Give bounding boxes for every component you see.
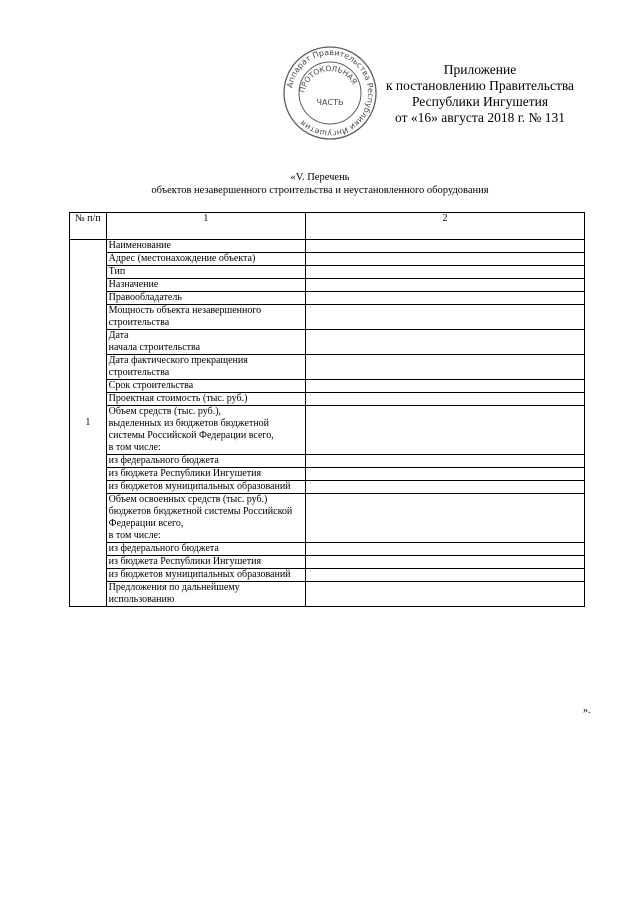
row-value-cell [305, 468, 584, 481]
row-label: из бюджетов муниципальных образований [106, 569, 305, 582]
row-label: из бюджета Республики Ингушетия [106, 556, 305, 569]
row-label: Объем освоенных средств (тыс. руб.) бюджетов бюджетной системы Российской Федерации всего, в том числе: [106, 494, 305, 543]
table-row [70, 279, 585, 292]
row-value-cell [305, 355, 584, 380]
row-value-cell [305, 292, 584, 305]
row-value-cell [305, 543, 584, 556]
row-value-cell [305, 494, 584, 543]
row-value-cell [305, 582, 584, 607]
table-row [70, 393, 585, 406]
row-label: Объем средств (тыс. руб.), выделенных из бюджетов бюджетной системы Российской Федерации всего, в том числе: [106, 406, 305, 455]
row-value-cell [305, 455, 584, 468]
stamp-inner-text: ПРОТОКОЛЬНАЯ [297, 63, 359, 94]
table-row [70, 481, 585, 494]
table-row [70, 543, 585, 556]
table-row [70, 569, 585, 582]
row-value-cell [305, 253, 584, 266]
stamp-outer-text: Аппарат Правительства Республики Ингушетия [285, 47, 376, 139]
row-label: Назначение [106, 279, 305, 292]
row-value-cell [305, 330, 584, 355]
row-value-cell [305, 305, 584, 330]
header-col-1: 1 [106, 213, 305, 240]
official-stamp [282, 45, 378, 141]
appendix-line-2: к постановлению Правительства [385, 78, 575, 93]
row-label: Тип [106, 266, 305, 279]
row-label: из бюджета Республики Ингушетия [106, 468, 305, 481]
table-row [70, 556, 585, 569]
table-row [70, 468, 585, 481]
row-label: Правообладатель [106, 292, 305, 305]
row-value-cell [305, 481, 584, 494]
row-value-cell [305, 380, 584, 393]
row-value-cell [305, 240, 584, 253]
header-number: № п/п [70, 213, 107, 240]
table-row [70, 305, 585, 330]
table-row [70, 406, 585, 455]
header-col-2: 2 [305, 213, 584, 240]
table-row [70, 380, 585, 393]
table-row [70, 240, 585, 253]
appendix-header [380, 62, 580, 126]
title-line-1: «V. Перечень [290, 172, 350, 183]
row-value-cell [305, 279, 584, 292]
row-value-cell [305, 569, 584, 582]
row-label: Мощность объекта незавершенного строительства [106, 305, 305, 330]
table-row [70, 455, 585, 468]
table-row [70, 582, 585, 607]
row-label: Предложения по дальнейшему использованию [106, 582, 305, 607]
row-label: Дата начала строительства [106, 330, 305, 355]
document-title [60, 171, 580, 197]
row-label: Дата фактического прекращения строительства [106, 355, 305, 380]
table-row [70, 253, 585, 266]
row-label: из федерального бюджета [106, 455, 305, 468]
title-line-2: объектов незавершенного строительства и неустановленного оборудования [151, 185, 489, 196]
stamp-center-text: ЧАСТЬ [316, 98, 344, 107]
objects-table [69, 212, 585, 607]
closing-quote: ». [583, 705, 591, 716]
appendix-line-3: Республики Ингушетия [411, 94, 549, 109]
row-value-cell [305, 393, 584, 406]
row-value-cell [305, 406, 584, 455]
row-label: Срок строительства [106, 380, 305, 393]
row-number: 1 [70, 240, 107, 607]
row-label: из федерального бюджета [106, 543, 305, 556]
table-row [70, 330, 585, 355]
row-label: Наименование [106, 240, 305, 253]
appendix-line-1: Приложение [443, 62, 517, 77]
row-value-cell [305, 556, 584, 569]
row-value-cell [305, 266, 584, 279]
table-row [70, 292, 585, 305]
row-label: из бюджетов муниципальных образований [106, 481, 305, 494]
table-row [70, 355, 585, 380]
appendix-line-4: от «16» августа 2018 г. № 131 [395, 110, 565, 125]
row-label: Адрес (местонахождение объекта) [106, 253, 305, 266]
row-label: Проектная стоимость (тыс. руб.) [106, 393, 305, 406]
table-header-row [70, 213, 585, 240]
table-row [70, 266, 585, 279]
table-row [70, 494, 585, 543]
